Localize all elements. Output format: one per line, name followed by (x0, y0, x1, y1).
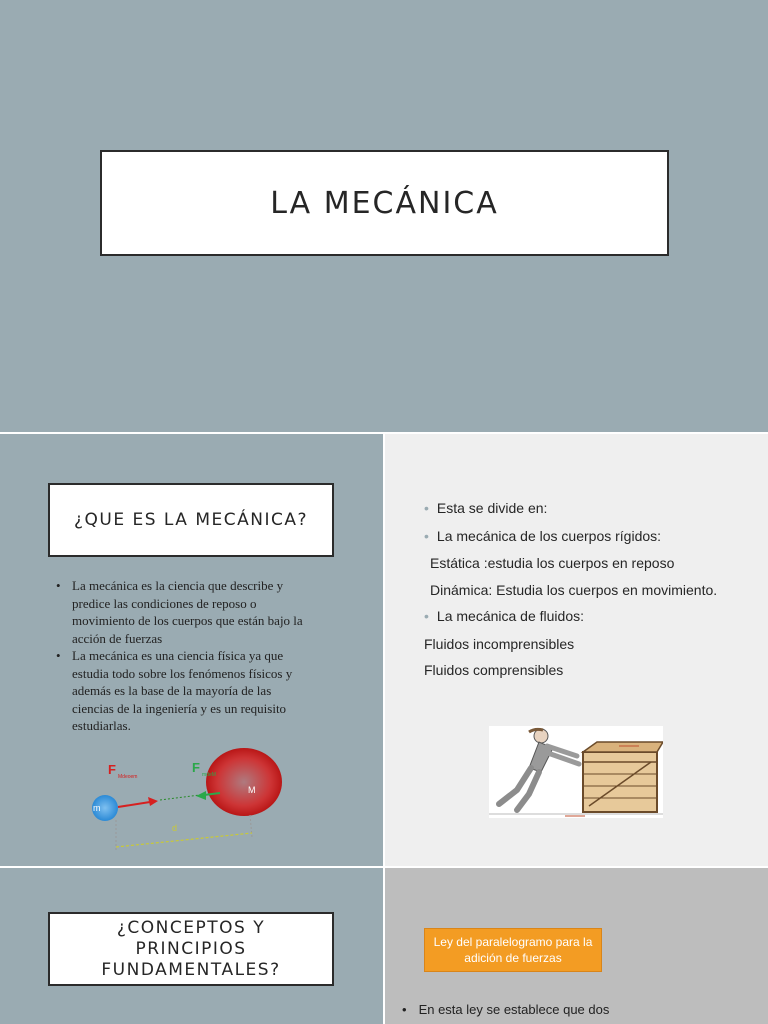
force-label-1: F (108, 762, 116, 777)
force-arrow-red-head (148, 797, 158, 806)
dotted-link (160, 795, 200, 800)
section-heading: ¿CONCEPTOS Y PRINCIPIOS FUNDAMENTALES? (101, 917, 281, 980)
force-arrow-red (118, 802, 150, 807)
force-sub-2: mdeM (202, 772, 216, 778)
law-title-box (424, 928, 602, 972)
section-heading-box (48, 483, 334, 557)
force-sub-1: Mdeoem (118, 774, 138, 780)
pushing-crate-illustration (489, 726, 663, 818)
division-subitem: Estática :estudia los cuerpos en reposo (430, 555, 675, 571)
small-mass-label: m (93, 803, 101, 813)
bullet-glyph: • (424, 608, 429, 624)
bullet-glyph: • (424, 500, 429, 516)
division-item: • La mecánica de los cuerpos rígidos: (424, 528, 662, 544)
division-subitem: Fluidos incomprensibles (424, 636, 575, 652)
definition-item: • La mecánica es la ciencia que describe y predice las condiciones de reposo o movimiento de los cuerpos que están bajo la acción de fuerzas (54, 577, 312, 647)
force-label-2: F (192, 760, 200, 775)
division-list (424, 500, 754, 690)
division-item: • La mecánica de fluidos: (424, 608, 584, 624)
definition-item: • La mecánica es una ciencia física ya que estudia todo sobre los fenómenos físicos y además es la base de la mayoría de las ciencias de la ingeniería y es un requisito estudiarlas. (54, 647, 312, 735)
big-mass (206, 748, 282, 816)
big-mass-label: M (248, 785, 256, 795)
division-item: • Esta se divide en: (424, 500, 548, 516)
law-bullet: • En esta ley se establece que dos (402, 1002, 610, 1017)
division-subitem: Dinámica: Estudia los cuerpos en movimiento. (430, 582, 718, 598)
division-subitem: Fluidos comprensibles (424, 662, 564, 678)
title-box (100, 150, 669, 256)
definition-list (54, 577, 312, 735)
law-bullet-text: En esta ley se establece que dos (418, 1002, 610, 1017)
law-title: Ley del paralelogramo para la adición de fuerzas (433, 935, 593, 965)
force-arrow-green-head (196, 791, 206, 800)
slide-title: LA MECÁNICA (270, 185, 499, 221)
section-heading-box (48, 912, 334, 986)
section-heading: ¿QUE ES LA MECÁNICA? (74, 509, 308, 530)
distance-line (116, 833, 252, 847)
bullet-glyph: • (424, 528, 429, 544)
gravitation-diagram (80, 745, 290, 853)
distance-label: d (172, 823, 178, 833)
